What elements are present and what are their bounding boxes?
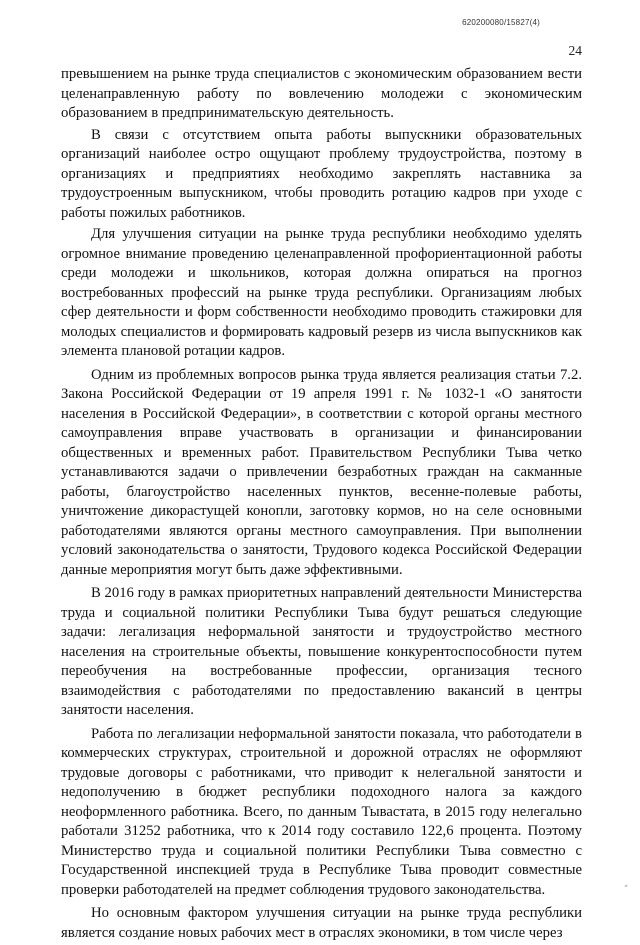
paragraph: В связи с отсутствием опыта работы выпускники образовательных организаций наиболее остро ощущают проблему трудоустройства, поэтому в организациях и предприятиях необходимо закреплять наставника за трудоустроенным выпускником, чтобы проводить ротацию кадров при уходе с работы пожилых работников. [61,126,582,221]
paragraph: превышением на рынке труда специалистов с экономическим образованием вести целенаправленную работу по вовлечению молодежи с экономическим образованием в предпринимательскую деятельность. [61,66,582,121]
document-id: 620200080/15827(4) [462,18,540,27]
paragraph: Для улучшения ситуации на рынке труда республики необходимо уделять огромное внимание проведению целенаправленной профориентационной работы среди молодежи и школьников, которая должна опираться на прогноз востребованных профессий на рынке труда республики. Организациям любых сфер деятельности и форм собственности необходимо проводить стажировки для молодых специалистов и формировать кадровый резерв из числа выпускников как элемента плановой ротации кадров. [61,226,582,359]
scan-corner-mark: ˇ [622,883,630,896]
paragraph: Но основным фактором улучшения ситуации на рынке труда республики является создание новых рабочих мест в отраслях экономики, в том числе через [61,905,582,941]
paragraph: Одним из проблемных вопросов рынка труда является реализация статьи 7.2. Закона Российской Федерации от 19 апреля 1991 г. № 1032-1 «О занятости населения в Российской Федерации», в соответствии с которой органы местного самоуправления вправе участвовать в организации и финансировании общественных и временных работ. Правительством Республики Тыва четко устанавливаются задачи о привлечении безработных граждан на сакманные работы, благоустройство населенных пунктов, весенне-полевые работы, уничтожение дикорастущей конопли, заготовку кормов, но на селе основными работодателями являются органы местного самоуправления. При выполнении условий законодательства о занятости, Трудового кодекса Российской Федерации данные мероприятия могут быть даже эффективными. [61,366,582,578]
paragraph: Работа по легализации неформальной занятости показала, что работодатели в коммерческих структурах, строительной и дорожной отраслях не оформляют трудовые договоры с работниками, что приводит к нелегальной занятости и недополучению в бюджет республики подоходного налога за каждого неоформленного работника. Всего, по данным Тывастата, в 2015 году нелегально работали 31252 работника, что к 2014 году составило 122,6 процента. Поэтому Министерство труда и социальной политики Республики Тыва совместно с Государственной инспекцией труда в Республике Тыва проводит совместные проверки работодателей на предмет соблюдения трудового законодательства. [61,725,582,898]
document-body [61,65,582,945]
page-number: 24 [568,43,582,58]
paragraph: В 2016 году в рамках приоритетных направлений деятельности Министерства труда и социальной политики Республики Тыва будут решаться следующие задачи: легализация неформальной занятости и трудоустройство местного населения на строительные объекты, повышение конкурентоспособности путем переобучения на востребованные профессии, организация тесного взаимодействия с работодателями по предоставлению вакансий в центры занятости населения. [61,585,582,718]
